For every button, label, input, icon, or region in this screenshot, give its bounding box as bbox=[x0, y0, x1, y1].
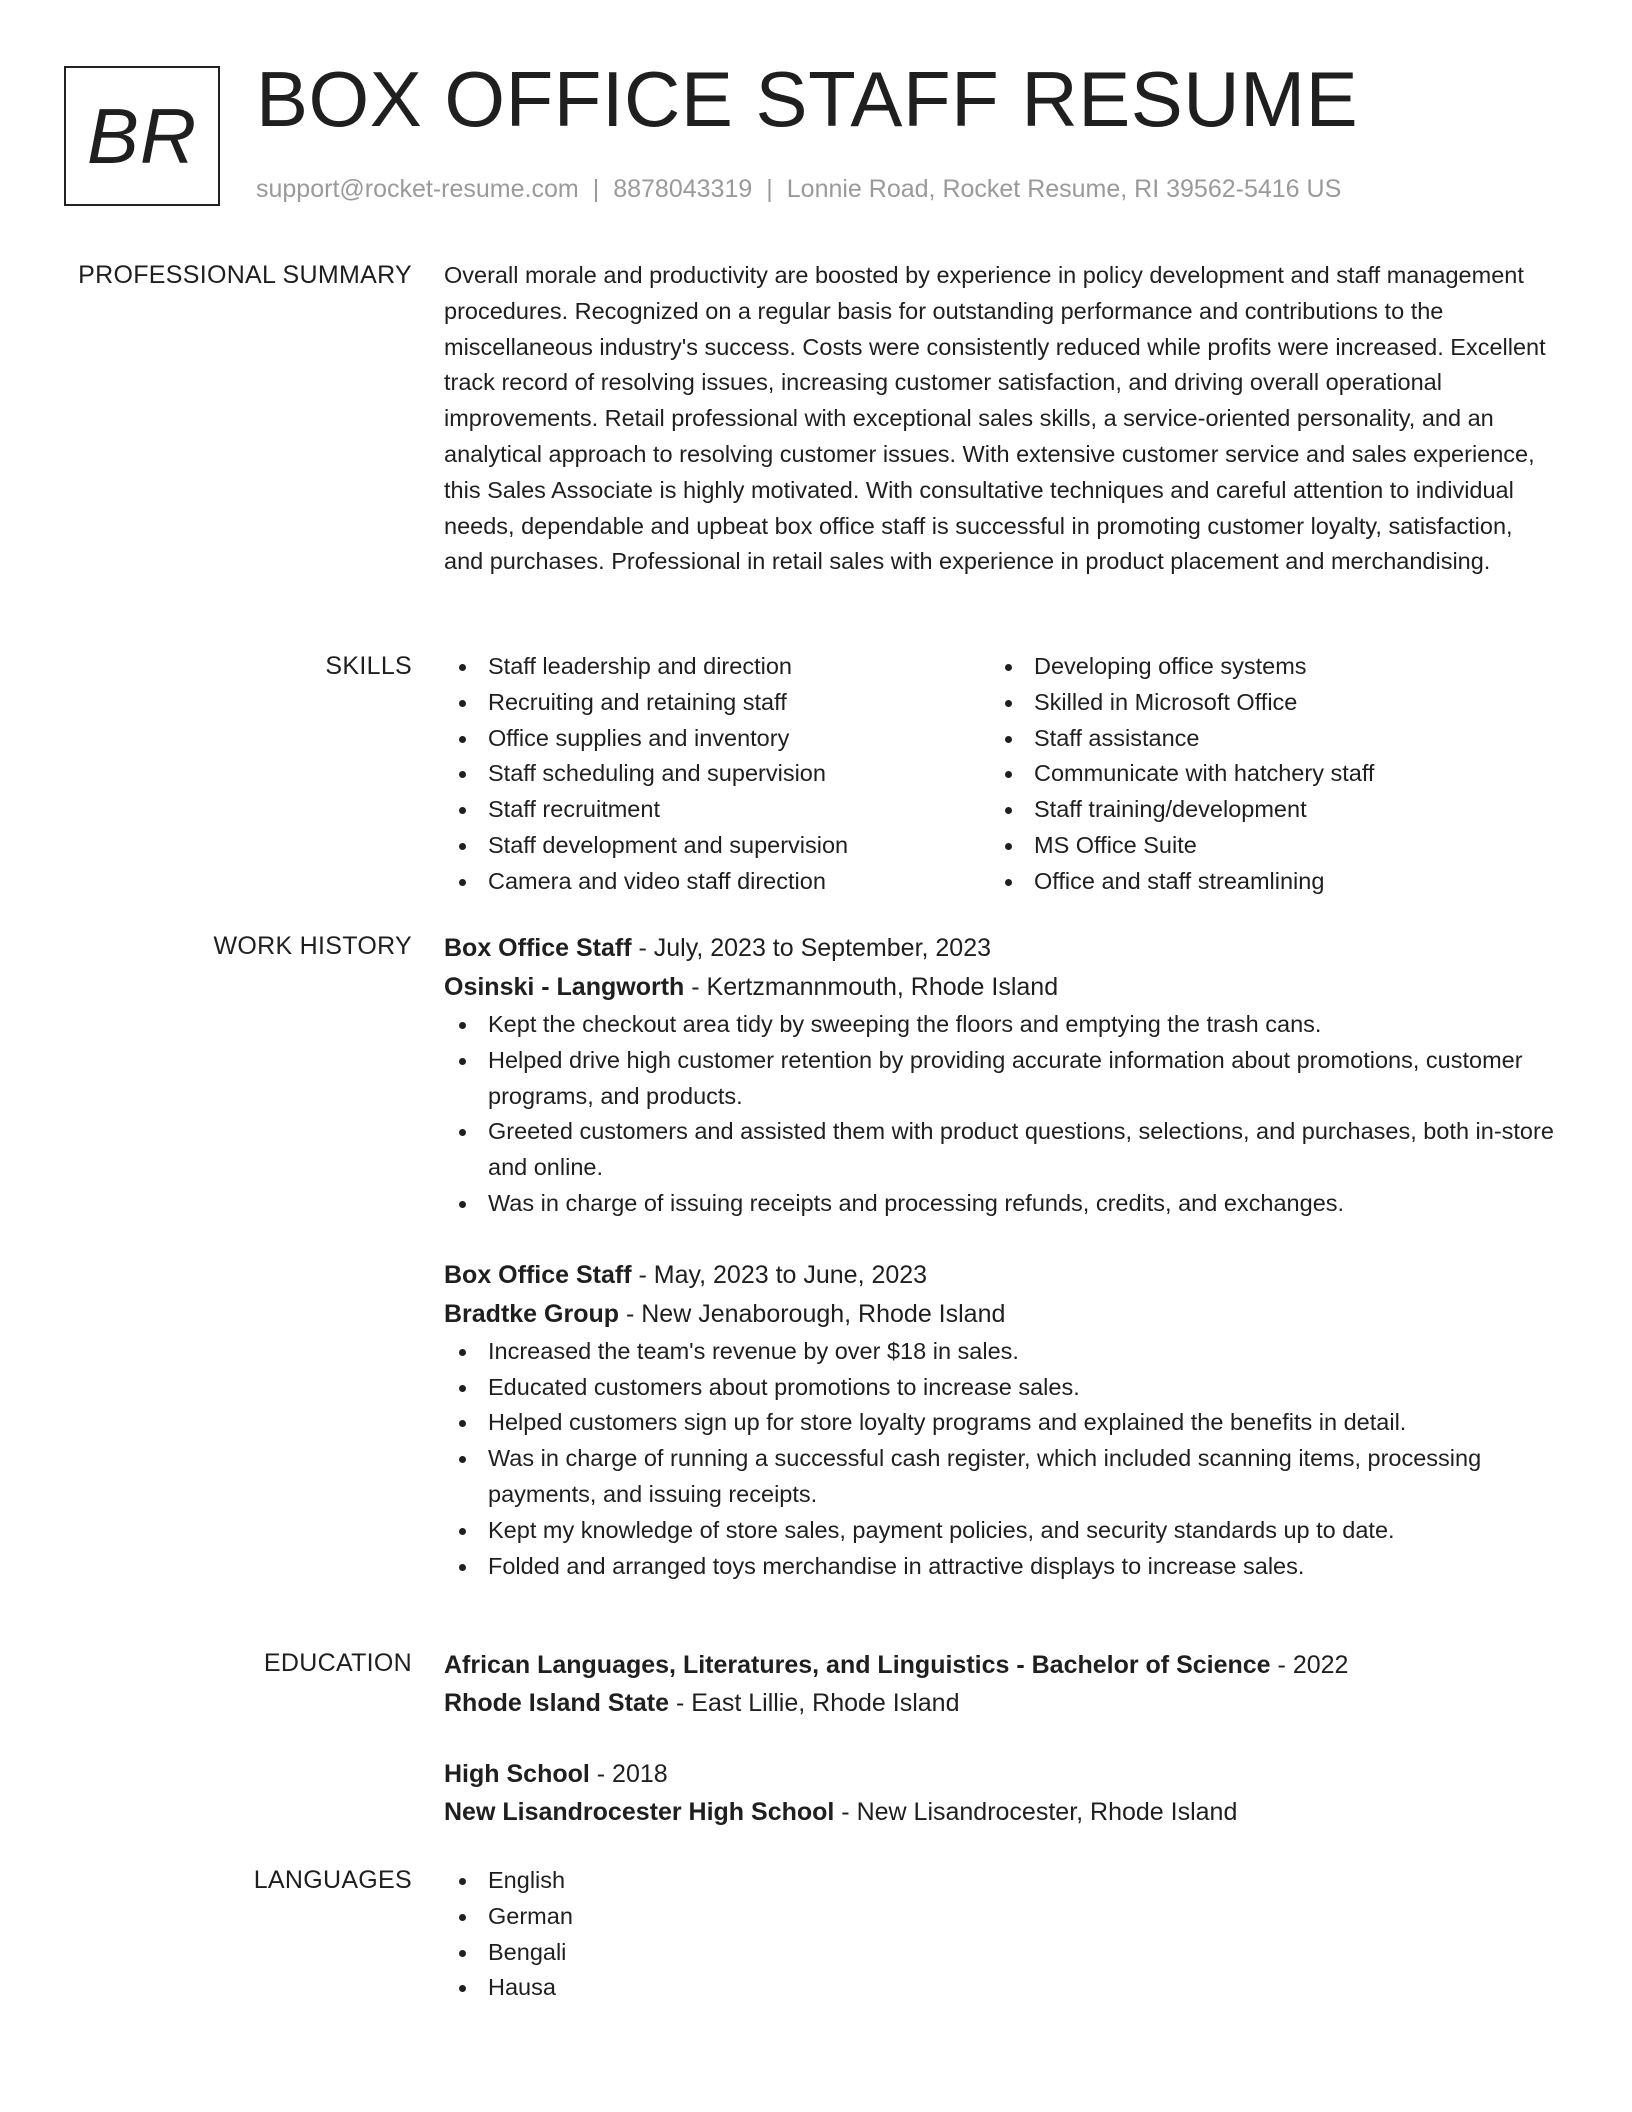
education-school-line: New Lisandrocester High School - New Lisandrocester, Rhode Island bbox=[444, 1798, 1238, 1826]
job-entry bbox=[444, 929, 1554, 1222]
language-item: English bbox=[488, 1863, 1554, 1899]
skill-item: Recruiting and retaining staff bbox=[488, 685, 990, 721]
job-duty-item: Helped customers sign up for store loyalty programs and explained the benefits in detail. bbox=[488, 1405, 1554, 1441]
language-item: Bengali bbox=[488, 1935, 1554, 1971]
skill-item: Developing office systems bbox=[1034, 649, 1536, 685]
education-entry bbox=[444, 1646, 1554, 1722]
section-label-languages: LANGUAGES bbox=[253, 1866, 412, 1894]
language-item: German bbox=[488, 1899, 1554, 1935]
job-title-line: Box Office Staff - July, 2023 to September, 2023 bbox=[444, 934, 992, 962]
education-location: East Lillie, Rhode Island bbox=[691, 1689, 960, 1717]
section-label-summary: PROFESSIONAL SUMMARY bbox=[78, 261, 412, 289]
skill-item: Staff development and supervision bbox=[488, 828, 990, 864]
job-dates: July, 2023 to September, 2023 bbox=[653, 934, 992, 962]
job-dates: May, 2023 to June, 2023 bbox=[653, 1260, 928, 1289]
education-body bbox=[444, 1646, 1554, 1831]
contact-separator: | bbox=[592, 175, 600, 203]
summary-text: Overall morale and productivity are boosted by experience in policy development and staff management procedures. Recognized on a regular basis for outstanding performance and contributions to the miscellaneous industry's success. Costs were consistently reduced while profits were increased. Excellent track record of resolving issues, increasing customer satisfaction, and driving overall operational improvements. Retail professional with exceptional sales skills, a service-oriented personality, and an analytical approach to resolving customer issues. With extensive customer service and sales experience, this Sales Associate is highly motivated. With consultative techniques and careful attention to individual needs, dependable and upbeat box office staff is successful in promoting customer loyalty, satisfaction, and purchases. Professional in retail sales with experience in product placement and merchandising. bbox=[444, 262, 1546, 575]
job-company: Bradtke Group bbox=[444, 1299, 620, 1328]
languages-body bbox=[444, 1863, 1554, 2006]
skills-column-right bbox=[990, 649, 1536, 900]
section-label-education: EDUCATION bbox=[263, 1649, 412, 1677]
education-year: 2018 bbox=[612, 1760, 668, 1788]
education-school: Rhode Island State bbox=[444, 1689, 670, 1717]
job-duties-list bbox=[444, 1007, 1554, 1222]
monogram-initials: BR bbox=[86, 91, 198, 180]
skill-item: Staff assistance bbox=[1034, 721, 1536, 757]
skill-item: MS Office Suite bbox=[1034, 828, 1536, 864]
skill-item: Staff training/development bbox=[1034, 792, 1536, 828]
skills-grid bbox=[444, 649, 1554, 900]
contact-line bbox=[256, 172, 1341, 206]
job-duty-item: Increased the team's revenue by over $18 in sales. bbox=[488, 1334, 1554, 1370]
skills-list-left bbox=[444, 649, 990, 900]
skills-list-right bbox=[990, 649, 1536, 900]
job-title-line: Box Office Staff - May, 2023 to June, 2023 bbox=[444, 1260, 928, 1289]
skills-column-left bbox=[444, 649, 990, 900]
contact-phone: 8878043319 bbox=[613, 175, 753, 203]
job-company: Osinski - Langworth bbox=[444, 973, 685, 1001]
language-item: Hausa bbox=[488, 1970, 1554, 2006]
job-duty-item: Kept the checkout area tidy by sweeping the floors and emptying the trash cans. bbox=[488, 1007, 1554, 1043]
section-label-work-history: WORK HISTORY bbox=[213, 932, 412, 960]
contact-email: support@rocket-resume.com bbox=[256, 175, 579, 203]
job-company-line: Bradtke Group - New Jenaborough, Rhode Island bbox=[444, 1299, 1006, 1328]
education-year: 2022 bbox=[1292, 1651, 1349, 1679]
job-duty-item: Folded and arranged toys merchandise in attractive displays to increase sales. bbox=[488, 1549, 1554, 1585]
job-location: New Jenaborough, Rhode Island bbox=[641, 1299, 1006, 1328]
resume-title: BOX OFFICE STAFF RESUME bbox=[256, 55, 1359, 143]
job-duty-item: Helped drive high customer retention by providing accurate information about promotions, customer programs, and products. bbox=[488, 1043, 1554, 1115]
job-duty-item: Kept my knowledge of store sales, payment policies, and security standards up to date. bbox=[488, 1513, 1554, 1549]
education-degree: High School bbox=[444, 1760, 590, 1788]
education-school-line: Rhode Island State - East Lillie, Rhode Island bbox=[444, 1689, 960, 1717]
job-entry bbox=[444, 1256, 1554, 1585]
education-degree-line: African Languages, Literatures, and Linguistics - Bachelor of Science - 2022 bbox=[444, 1651, 1349, 1679]
work-history-body bbox=[444, 929, 1554, 1584]
summary-body bbox=[444, 258, 1554, 580]
education-degree-line: High School - 2018 bbox=[444, 1760, 668, 1788]
languages-list bbox=[444, 1863, 1554, 2006]
education-degree: African Languages, Literatures, and Linguistics - Bachelor of Science bbox=[444, 1651, 1271, 1679]
skill-item: Office and staff streamlining bbox=[1034, 864, 1536, 900]
skill-item: Staff leadership and direction bbox=[488, 649, 990, 685]
contact-separator: | bbox=[766, 175, 773, 203]
job-duties-list bbox=[444, 1334, 1554, 1585]
job-duty-item: Was in charge of running a successful cash register, which included scanning items, processing payments, and issuing receipts. bbox=[488, 1441, 1554, 1513]
job-title: Box Office Staff bbox=[444, 934, 632, 962]
contact-address: Lonnie Road, Rocket Resume, RI 39562-5416 US bbox=[786, 175, 1342, 203]
skill-item: Skilled in Microsoft Office bbox=[1034, 685, 1536, 721]
skill-item: Staff recruitment bbox=[488, 792, 990, 828]
job-duty-item: Was in charge of issuing receipts and processing refunds, credits, and exchanges. bbox=[488, 1186, 1554, 1222]
skill-item: Camera and video staff direction bbox=[488, 864, 990, 900]
education-entry bbox=[444, 1755, 1554, 1831]
job-location: Kertzmannmouth, Rhode Island bbox=[706, 973, 1059, 1001]
skill-item: Communicate with hatchery staff bbox=[1034, 756, 1536, 792]
education-school: New Lisandrocester High School bbox=[444, 1798, 835, 1826]
monogram-box bbox=[64, 66, 220, 206]
job-company-line: Osinski - Langworth - Kertzmannmouth, Rhode Island bbox=[444, 973, 1059, 1001]
skill-item: Office supplies and inventory bbox=[488, 721, 990, 757]
job-duty-item: Educated customers about promotions to increase sales. bbox=[488, 1370, 1554, 1406]
job-duty-item: Greeted customers and assisted them with product questions, selections, and purchases, both in-store and online. bbox=[488, 1114, 1554, 1186]
skill-item: Staff scheduling and supervision bbox=[488, 756, 990, 792]
education-location: New Lisandrocester, Rhode Island bbox=[856, 1798, 1238, 1826]
section-label-skills: SKILLS bbox=[325, 652, 412, 680]
job-title: Box Office Staff bbox=[444, 1260, 632, 1289]
